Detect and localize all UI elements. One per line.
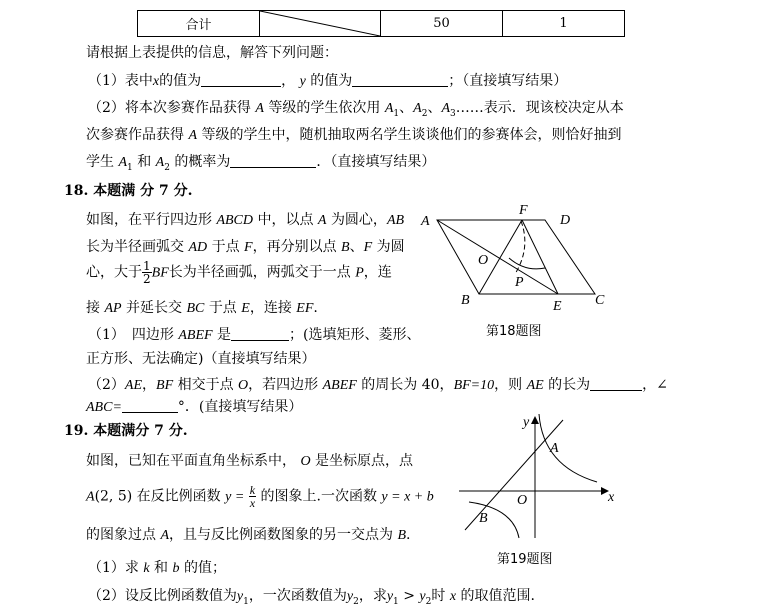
fraction-one-half: $\frac{1}{2}$: [143, 259, 151, 286]
label-B: B: [461, 293, 470, 308]
figure-18-parallelogram: [415, 198, 615, 316]
axis-label-x: x: [608, 490, 615, 505]
answer-blank-angle-abc[interactable]: [122, 398, 178, 413]
q18-part2: （2）AE，BF 相交于点 O，若四边形 ABEF 的周长为 40，BF=10，则 AE 的长为 ，∠: [88, 377, 668, 393]
q17-part2-line3: 学生 $A_1$ 和 $A_2$ 的概率为 ．（直接填写结果）: [86, 154, 436, 173]
q19-line1: 如图，已知在平面直角坐标系中， O 是坐标原点，点: [86, 453, 414, 469]
frequency-table-total-row: [137, 10, 625, 37]
label-origin-O: O: [517, 493, 528, 508]
answer-blank-probability[interactable]: [230, 153, 316, 168]
diagonal-line: [260, 11, 380, 36]
q19-line2: A(2, 5) 在反比例函数 y = $\frac{k}{x}$ 的图象上.一次函数 y = x + b: [86, 483, 434, 510]
q18-part2-line2: ABC= °．(直接填写结果）: [86, 399, 303, 415]
table-cell-total-label: 合计: [138, 11, 260, 37]
q18-line3: 心，大于 $\frac{1}{2}$ BF长为半径画弧，两弧交于一点 P，连: [86, 259, 392, 286]
answer-blank-y[interactable]: [352, 72, 448, 87]
q19-part2: （2）设反比例函数值为$y_1$，一次函数值为$y_2$，求$y_1 > y_2$时 x 的取值范围.: [88, 588, 535, 607]
axis-label-y: y: [523, 415, 530, 430]
q18-line2: 长为半径画弧交 AD 于点 F，再分别以点 B、F 为圆: [86, 239, 405, 255]
label-P: P: [515, 275, 524, 290]
q17-part2-line1: （2）将本次参赛作品获得 A 等级的学生依次用 $A_1$、$A_2$、$A_3\dots\dots$表示．现该校决定从本: [88, 100, 624, 119]
q17-intro: 请根据上表提供的信息，解答下列问题：: [86, 45, 338, 61]
label-A: A: [421, 214, 430, 229]
table-cell-diagonal: [260, 11, 381, 37]
table-cell-total-freq: 1: [503, 11, 625, 37]
figure-18-caption: 第18题图: [486, 324, 542, 339]
label-point-B: B: [479, 511, 488, 526]
answer-blank-quadrilateral-type[interactable]: [231, 326, 289, 341]
q18-line1: 如图，在平行四边形 ABCD 中，以点 A 为圆心，AB: [86, 212, 405, 228]
answer-blank-x[interactable]: [201, 72, 281, 87]
label-F: F: [519, 203, 528, 218]
label-O: O: [478, 253, 489, 268]
q17-part1: （1）表中x的值为 ， y 的值为 ；（直接填写结果）: [88, 73, 568, 89]
table-cell-total-count: 50: [381, 11, 503, 37]
label-D: D: [560, 213, 571, 228]
q19-part1: （1）求 k 和 b 的值；: [88, 560, 226, 576]
fraction-k-over-x: $\frac{k}{x}$: [249, 483, 256, 510]
answer-blank-ae-length[interactable]: [590, 376, 642, 391]
q19-line3: 的图象过点 A，且与反比例函数图象的另一交点为 B.: [86, 527, 411, 543]
hyperbola-branch-q1: [539, 414, 597, 482]
q19-heading: 19. 本题满分 7 分.: [64, 423, 188, 439]
label-C: C: [595, 293, 605, 308]
figure-19-caption: 第19题图: [497, 552, 553, 567]
q17-part2-line2: 次参赛作品获得 A 等级的学生中，随机抽取两名学生谈谈他们的参赛体会，则恰好抽到: [86, 127, 622, 143]
label-point-A: A: [550, 441, 559, 456]
hyperbola-branch-q3: [469, 502, 519, 538]
figure-19-coordinate-plane: [455, 410, 620, 542]
q18-line4: 接 AP 并延长交 BC 于点 E，连接 EF.: [86, 300, 318, 316]
label-E: E: [553, 299, 562, 314]
q18-part1-line2: 正方形、无法确定)（直接填写结果）: [86, 351, 316, 367]
q18-part1: （1） 四边形 ABEF 是 ；(选填矩形、菱形、: [88, 327, 421, 343]
q18-heading: 18. 本题满 分 7 分.: [64, 183, 193, 199]
